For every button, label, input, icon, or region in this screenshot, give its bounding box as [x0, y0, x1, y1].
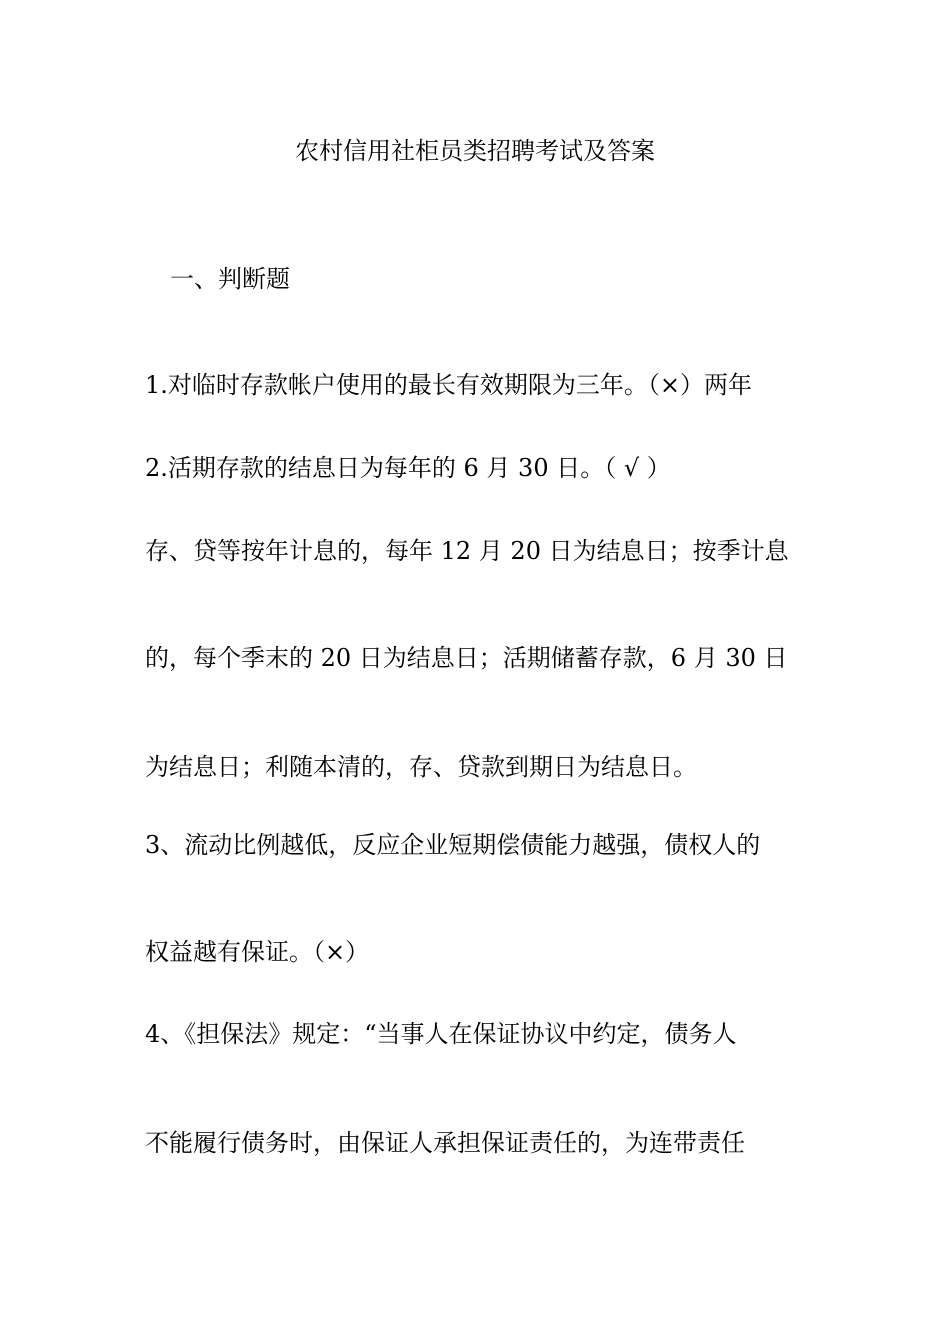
question-4: 4、《担保法》规定：“当事人在保证协议中约定，债务人: [145, 1020, 737, 1048]
explanation-line-3: 为结息日；利随本清的，存、贷款到期日为结息日。: [145, 753, 697, 781]
question-2: 2.活期存款的结息日为每年的 6 月 30 日。（ √ ）: [145, 454, 671, 482]
question-1: 1.对临时存款帐户使用的最长有效期限为三年。（×）两年: [145, 371, 753, 399]
document-title: 农村信用社柜员类招聘考试及答案: [295, 137, 655, 165]
question-3-continued: 权益越有保证。（×）: [145, 938, 370, 966]
question-4-continued: 不能履行债务时，由保证人承担保证责任的，为连带责任: [145, 1129, 745, 1157]
explanation-line-1: 存、贷等按年计息的，每年 12 月 20 日为结息日；按季计息: [145, 537, 789, 565]
question-3: 3、流动比例越低，反应企业短期偿债能力越强，债权人的: [145, 831, 761, 859]
section-heading: 一、判断题: [170, 265, 290, 293]
explanation-line-2: 的，每个季末的 20 日为结息日；活期储蓄存款，6 月 30 日: [145, 644, 788, 672]
